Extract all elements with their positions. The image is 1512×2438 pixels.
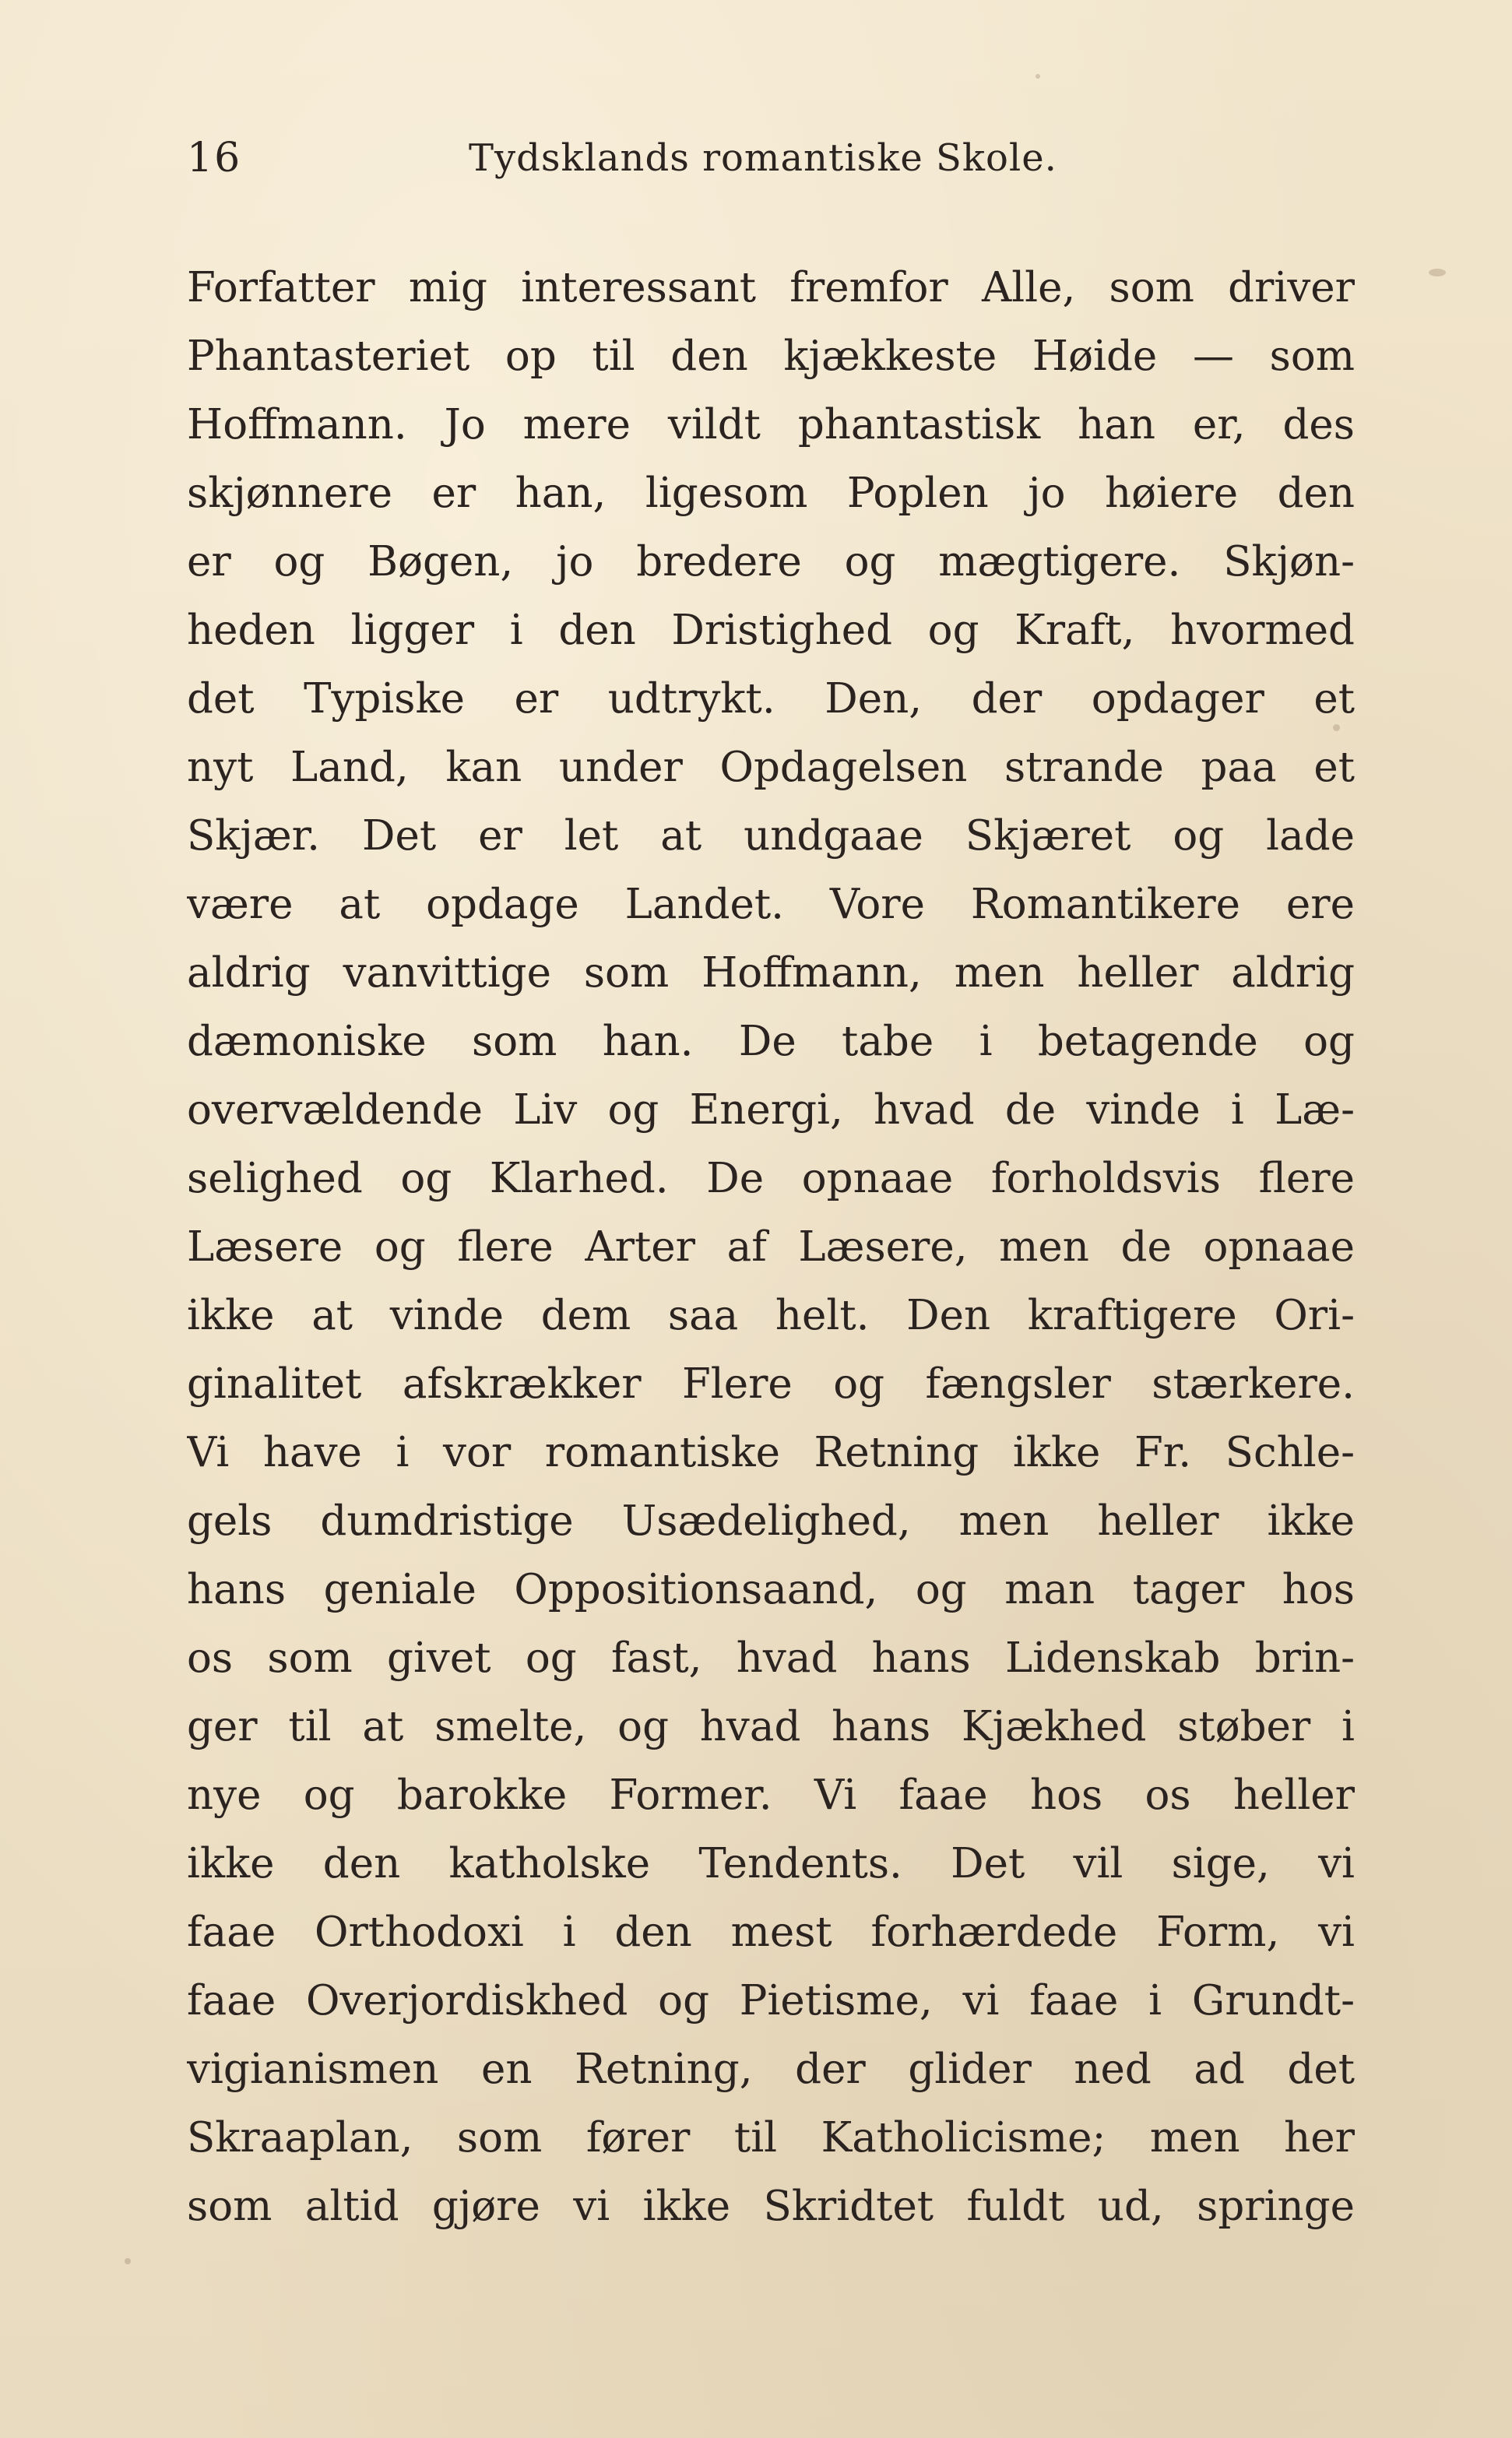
text-line: os som givet og fast, hvad hans Lidenskab brin- (187, 1634, 1355, 1682)
text-line: aldrig vanvittige som Hoffmann, men heller aldrig (187, 949, 1355, 997)
text-line: er og Bøgen, jo bredere og mægtigere. Skjøn- (187, 538, 1355, 586)
text-line: Phantasteriet op til den kjækkeste Høide — som (187, 332, 1355, 380)
text-line: Skraaplan, som fører til Katholicisme; men her (187, 2114, 1355, 2162)
page-number: 16 (187, 135, 242, 181)
running-title: Tydsklands romantiske Skole. (469, 136, 1057, 180)
text-line: hans geniale Oppositionsaand, og man tager hos (187, 1566, 1355, 1613)
text-line: Hoffmann. Jo mere vildt phantastisk han er, des (187, 401, 1355, 449)
text-line: som altid gjøre vi ikke Skridtet fuldt ud, springe (187, 2183, 1355, 2230)
text-line: Læsere og flere Arter af Læsere, men de opnaae (187, 1223, 1355, 1271)
body-text (187, 254, 1355, 2241)
text-line: selighed og Klarhed. De opnaae forholdsvis flere (187, 1155, 1355, 1202)
text-line: ger til at smelte, og hvad hans Kjækhed støber i (187, 1703, 1355, 1750)
text-line: være at opdage Landet. Vore Romantikere ere (187, 881, 1355, 928)
text-line: faae Orthodoxi i den mest forhærdede Form, vi (187, 1909, 1355, 1956)
text-line: nyt Land, kan under Opdagelsen strande paa et (187, 744, 1355, 791)
text-line: det Typiske er udtrykt. Den, der opdager et (187, 675, 1355, 723)
paper-fleck (125, 2258, 131, 2264)
text-line: skjønnere er han, ligesom Poplen jo høiere den (187, 470, 1355, 517)
paper-fleck (1036, 74, 1040, 79)
text-line: ikke den katholske Tendents. Det vil sige, vi (187, 1840, 1355, 1887)
text-line: dæmoniske som han. De tabe i betagende og (187, 1018, 1355, 1065)
text-line: overvældende Liv og Energi, hvad de vinde i Læ- (187, 1086, 1355, 1134)
text-line: faae Overjordiskhed og Pietisme, vi faae i Grundt- (187, 1977, 1355, 2025)
text-line: Skjær. Det er let at undgaae Skjæret og lade (187, 812, 1355, 860)
text-line: heden ligger i den Dristighed og Kraft, hvormed (187, 607, 1355, 654)
text-line: vigianismen en Retning, der glider ned ad det (187, 2046, 1355, 2093)
text-line: ginalitet afskrækker Flere og fængsler stærkere. (187, 1360, 1355, 1408)
paper-fleck (1429, 269, 1446, 276)
text-line: Vi have i vor romantiske Retning ikke Fr. Schle- (187, 1429, 1355, 1476)
text-line: ikke at vinde dem saa helt. Den kraftigere Ori- (187, 1292, 1355, 1339)
page-header (187, 131, 1355, 185)
text-line: nye og barokke Former. Vi faae hos os heller (187, 1771, 1355, 1819)
text-line: Forfatter mig interessant fremfor Alle, som driver (187, 264, 1355, 311)
text-line: gels dumdristige Usædelighed, men heller ikke (187, 1497, 1355, 1545)
